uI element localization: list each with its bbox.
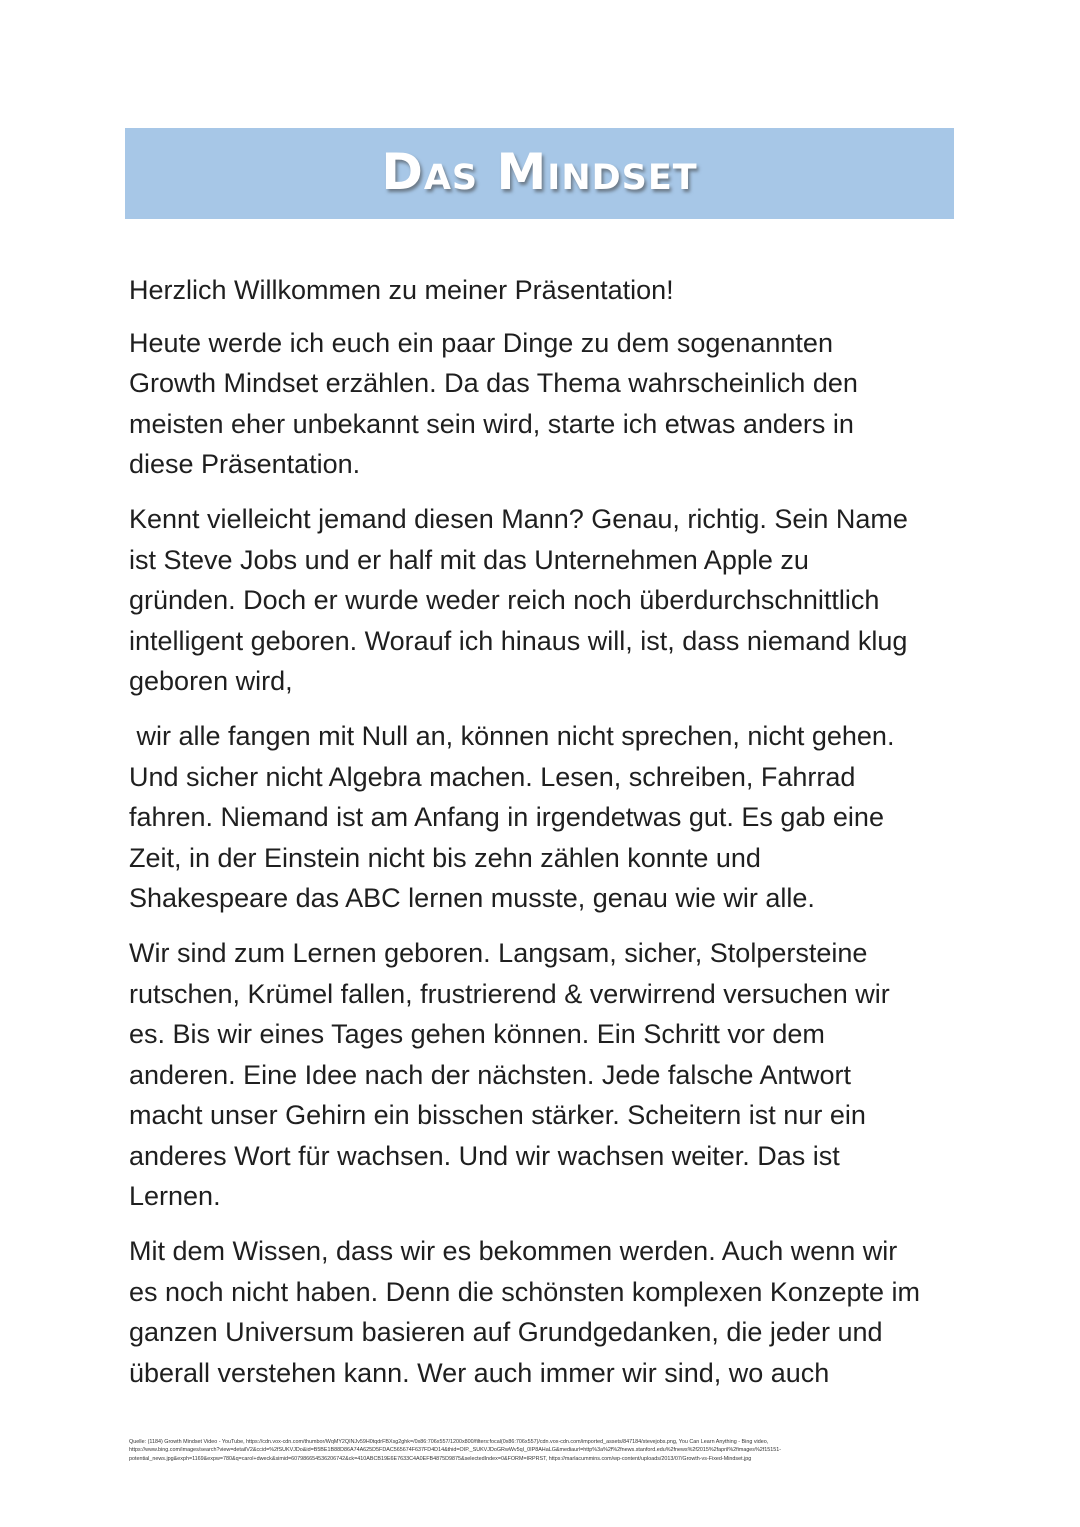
text-line: Lernen.	[129, 1181, 221, 1212]
text-line: ist Steve Jobs und er half mit das Unternehmen Apple zu	[129, 544, 809, 575]
text-line: meisten eher unbekannt sein wird, starte ich etwas anders in	[129, 408, 854, 439]
source-line: potential_news.jpg&exph=1169&expw=780&q=carol+dweck&simid=607986654536206742&ck=410ABCB19E6E7633C4A0EFB4875D9875&selectedIndex=0&FORM=IRPRST, https://marlacummins.com/wp-content/uploads/2013/07/Growth-vs-Fixed-Mindset.jpg	[129, 1455, 752, 1462]
text-line: Zeit, in der Einstein nicht bis zehn zählen konnte und	[129, 842, 761, 873]
text-line: Wir sind zum Lernen geboren. Langsam, sicher, Stolpersteine	[129, 937, 868, 968]
source-line: Quelle: (1184) Growth Mindset Video - YouTube, https://cdn.vox-cdn.com/thumbor/WqMY2QINJv59H0tqdrFBXsg2ghk=/0x86:706x557/1200x800/filters:focal(0x86:706x557)/cdn.vox-cdn.com/imported_assets/847184/stevejobs.png, You Can Learn Anything - Bing video,	[129, 1439, 769, 1445]
paragraph-start-at-zero	[129, 716, 959, 919]
text-line: intelligent geboren. Worauf ich hinaus will, ist, dass niemand klug	[129, 625, 908, 656]
text-line: anderes Wort für wachsen. Und wir wachsen weiter. Das ist	[129, 1140, 840, 1171]
text-line: ganzen Universum basieren auf Grundgedanken, die jeder und	[129, 1317, 883, 1348]
text-line: Mit dem Wissen, dass wir es bekommen werden. Auch wenn wir	[129, 1236, 898, 1267]
text-line: Growth Mindset erzählen. Da das Thema wahrscheinlich den	[129, 368, 858, 399]
page-title: Das Mindset	[381, 142, 698, 201]
text-line: diese Präsentation.	[129, 449, 361, 480]
text-line: anderen. Eine Idee nach der nächsten. Jede falsche Antwort	[129, 1059, 851, 1090]
text-line: Herzlich Willkommen zu meiner Präsentation!	[129, 275, 674, 305]
paragraph-steve-jobs	[129, 499, 959, 702]
source-citation	[129, 1438, 929, 1463]
text-line: Und sicher nicht Algebra machen. Lesen, schreiben, Fahrrad	[129, 761, 856, 792]
text-line: gründen. Doch er wurde weder reich noch überdurchschnittlich	[129, 585, 880, 616]
text-line: Kennt vielleicht jemand diesen Mann? Genau, richtig. Sein Name	[129, 503, 908, 534]
body-text	[129, 270, 959, 1407]
paragraph-intro	[129, 323, 959, 485]
paragraph-welcome	[129, 270, 959, 311]
text-line: es. Bis wir eines Tages gehen können. Ein Schritt vor dem	[129, 1019, 825, 1050]
source-line: https://www.bing.com/images/search?view=detailV2&ccid=%2fSUKVJDo&id=B5BE1B88D86A74A625D5FDAC565674F637FD4D14&thid=OIP._SUKVJDoGRwWv5qI_0IP8AHaLG&mediaurl=http%3a%2f%2fnews.stanford.edu%2fnews%2f2015%2fapril%2fimages%2f15151-	[129, 1447, 782, 1454]
text-line: Heute werde ich euch ein paar Dinge zu dem sogenannten	[129, 327, 833, 358]
text-line: geboren wird,	[129, 666, 293, 697]
text-line: Shakespeare das ABC lernen musste, genau wie wir alle.	[129, 883, 815, 914]
paragraph-born-to-learn	[129, 933, 959, 1217]
title-banner	[125, 128, 954, 219]
text-line: überall verstehen kann. Wer auch immer wir sind, wo auch	[129, 1357, 830, 1388]
text-line: macht unser Gehirn ein bisschen stärker. Scheitern ist nur ein	[129, 1100, 866, 1131]
paragraph-knowledge	[129, 1231, 959, 1393]
text-line: fahren. Niemand ist am Anfang in irgendetwas gut. Es gab eine	[129, 802, 884, 833]
text-line: wir alle fangen mit Null an, können nicht sprechen, nicht gehen.	[129, 720, 895, 751]
text-line: rutschen, Krümel fallen, frustrierend & verwirrend versuchen wir	[129, 978, 890, 1009]
text-line: es noch nicht haben. Denn die schönsten komplexen Konzepte im	[129, 1276, 921, 1307]
